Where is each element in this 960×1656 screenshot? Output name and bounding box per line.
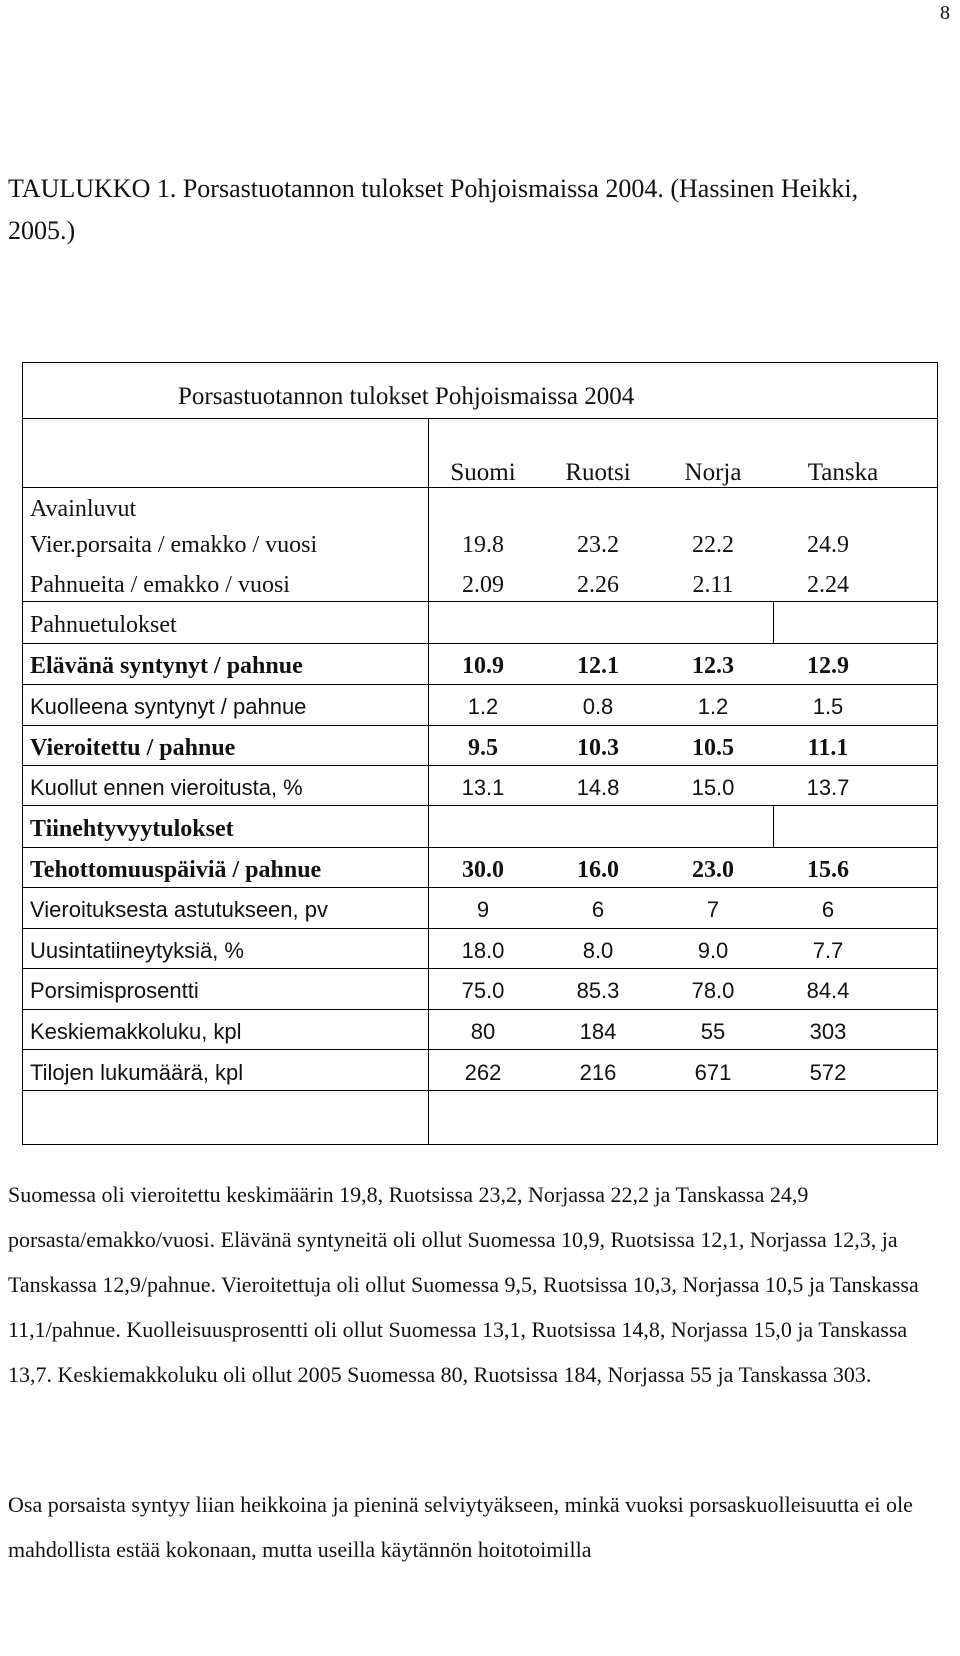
table-cell: 184: [579, 1019, 617, 1044]
table-cell: 15.0: [691, 775, 735, 800]
table-row: [23, 766, 938, 808]
table-cell: 22.2: [692, 532, 734, 558]
table-cell: 24.9: [807, 532, 849, 558]
table-cell: 216: [579, 1060, 617, 1085]
table-cell: 75.0: [461, 978, 505, 1003]
table-cell: 9: [476, 897, 490, 922]
table-cell: 55: [700, 1019, 726, 1044]
row-label: Tehottomuuspäiviä / pahnue: [30, 857, 322, 883]
table-cell: 10.3: [577, 735, 619, 761]
table-cell: 10.9: [462, 653, 504, 679]
row-label: Tilojen lukumäärä, kpl: [30, 1060, 244, 1085]
table-cell: 9.0: [697, 938, 729, 963]
column-header-ruotsi: Ruotsi: [565, 459, 631, 486]
table-cell: 2.09: [462, 572, 504, 598]
table-cell: 6: [591, 897, 605, 922]
table-cell: 23.2: [577, 532, 619, 558]
row-label: Keskiemakkoluku, kpl: [30, 1019, 242, 1044]
row-label: Porsimisprosentti: [30, 978, 199, 1003]
row-label: Vier.porsaita / emakko / vuosi: [30, 532, 318, 558]
column-header-suomi: Suomi: [450, 459, 516, 486]
row-separator: [23, 805, 938, 806]
row-label: Pahnuetulokset: [30, 612, 177, 638]
table-cell: 80: [470, 1019, 496, 1044]
table-caption: TAULUKKO 1. Porsastuotannon tulokset Pohjoismaissa 2004. (Hassinen Heikki, 2005.): [8, 174, 859, 245]
table-cell: 7.7: [812, 938, 844, 963]
table-cell: 85.3: [576, 978, 620, 1003]
table-cell: 13.7: [806, 775, 850, 800]
table-cell: 23.0: [692, 857, 734, 883]
table-row: [23, 563, 938, 605]
table-cell: 2.24: [807, 572, 849, 598]
row-label: Kuollut ennen vieroitusta, %: [30, 775, 303, 800]
page-number: 8: [940, 2, 950, 24]
column-header-norja: Norja: [684, 459, 742, 486]
table-cell: 303: [809, 1019, 847, 1044]
table-cell: 78.0: [691, 978, 735, 1003]
row-separator: [23, 1090, 938, 1091]
table-cell: 9.5: [468, 735, 498, 761]
row-separator: [23, 1049, 938, 1050]
row-separator: [23, 601, 938, 602]
body-paragraph: Suomessa oli vieroitettu keskimäärin 19,8, Ruotsissa 23,2, Norjassa 22,2 ja Tanskassa 24,9 porsasta/emakko/vuosi. Elävänä syntyneitä oli ollut Suomessa 10,9, Ruotsissa 12,1, Norjassa 12,3, ja Tanskassa 12,9/pahnue. Vieroitettuja oli ollut Suomessa 9,5, Ruotsissa 10,3, Norjassa 10,5 ja Tanskassa 11,1/pahnue. Kuolleisuusprosentti oli ollut Suomessa 13,1, Ruotsissa 14,8, Norjassa 15,0 ja Tanskassa 13,7. Keskiemakkoluku oli ollut 2005 Suomessa 80, Ruotsissa 184, Norjassa 55 ja Tanskassa 303.: [8, 1182, 919, 1387]
table-row: [23, 848, 938, 890]
table-row: [23, 603, 938, 645]
results-table: [22, 362, 938, 1145]
row-label: Tiinehtyvyytulokset: [30, 816, 234, 842]
row-label: Pahnueita / emakko / vuosi: [30, 572, 290, 598]
table-cell: 84.4: [806, 978, 850, 1003]
table-cell: 13.1: [461, 775, 505, 800]
table-cell: 2.11: [692, 572, 734, 598]
table-row: [23, 888, 938, 930]
table-row: [23, 929, 938, 971]
table-cell: 262: [464, 1060, 502, 1085]
table-cell: 11.1: [807, 735, 849, 761]
row-separator: [23, 418, 938, 419]
table-row: [23, 726, 938, 768]
table-cell: 19.8: [462, 532, 504, 558]
row-label: Vieroituksesta astutukseen, pv: [30, 897, 328, 922]
table-title: Porsastuotannon tulokset Pohjoismaissa 2004: [178, 383, 635, 410]
table-cell: 0.8: [582, 694, 614, 719]
table-cell: 7: [706, 897, 720, 922]
table-cell: 671: [694, 1060, 732, 1085]
table-row: [23, 644, 938, 686]
table-cell: 1.5: [812, 694, 844, 719]
table-cell: 12.9: [807, 653, 849, 679]
table-cell: 30.0: [462, 857, 504, 883]
table-row: [23, 1051, 938, 1093]
table-cell: 18.0: [461, 938, 505, 963]
table-cell: 15.6: [807, 857, 849, 883]
row-label: Kuolleena syntynyt / pahnue: [30, 694, 307, 719]
table-cell: 572: [809, 1060, 847, 1085]
table-cell: 10.5: [692, 735, 734, 761]
table-row: [23, 969, 938, 1011]
row-label: Vieroitettu / pahnue: [30, 735, 236, 761]
table-cell: 2.26: [577, 572, 619, 598]
table-row: [23, 685, 938, 727]
table-cell: 14.8: [576, 775, 620, 800]
table-cell: 6: [821, 897, 835, 922]
table-cell: 12.1: [577, 653, 619, 679]
row-label: Avainluvut: [30, 496, 137, 522]
table-cell: 1.2: [697, 694, 729, 719]
column-header-tanska: Tanska: [807, 459, 879, 486]
row-label: Uusintatiineytyksiä, %: [30, 938, 244, 963]
table-cell: 8.0: [582, 938, 614, 963]
table-row: [23, 1010, 938, 1052]
row-label: Elävänä syntynyt / pahnue: [30, 653, 303, 679]
table-cell: 1.2: [467, 694, 499, 719]
table-row: [23, 523, 938, 565]
table-cell: 16.0: [577, 857, 619, 883]
body-paragraph: Osa porsaista syntyy liian heikkoina ja pieninä selviytyäkseen, minkä vuoksi porsaskuolleisuutta ei ole mahdollista estää kokonaan, mutta useilla käytännön hoitotoimilla: [8, 1492, 913, 1562]
table-row: [23, 807, 938, 849]
table-cell: 12.3: [692, 653, 734, 679]
